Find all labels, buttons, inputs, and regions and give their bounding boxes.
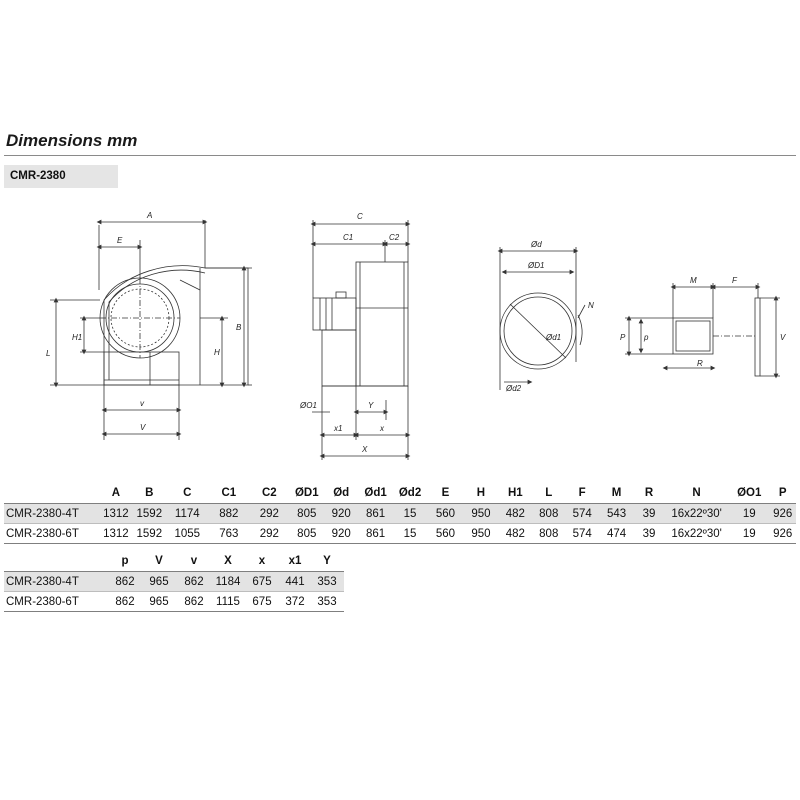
- table-cell: 292: [249, 504, 290, 524]
- dim-label-h: H: [214, 348, 220, 357]
- col-header: V: [155, 555, 163, 567]
- table-cell: 965: [142, 572, 176, 592]
- table-cell: 950: [464, 524, 498, 544]
- table-cell: 861: [358, 524, 392, 544]
- dim-label-x-large: X: [362, 445, 368, 454]
- table-cell: 292: [249, 524, 290, 544]
- table-cell: 543: [599, 504, 633, 524]
- table-cell: 926: [769, 524, 796, 544]
- col-header: p: [121, 555, 129, 567]
- table-cell: 574: [565, 524, 599, 544]
- col-header-model: [4, 551, 108, 572]
- dim-label-v-outlet: V: [780, 333, 786, 342]
- col-header: x1: [288, 555, 302, 567]
- table-cell-model: CMR-2380-6T: [4, 592, 108, 612]
- col-header: C1: [221, 487, 237, 499]
- col-header: v: [190, 555, 198, 567]
- table-cell: 862: [108, 592, 142, 612]
- table-cell: 808: [533, 504, 565, 524]
- col-header: M: [611, 487, 622, 499]
- col-header: X: [224, 555, 232, 567]
- dim-label-p-small: p: [644, 333, 649, 342]
- model-tab: CMR-2380: [4, 165, 118, 188]
- table-row: [4, 504, 796, 524]
- dim-label-l: L: [46, 349, 51, 358]
- col-header: L: [545, 487, 553, 499]
- table-cell: 15: [393, 504, 427, 524]
- table-cell: 474: [599, 524, 633, 544]
- dim-label-c: C: [357, 212, 363, 221]
- table-cell: 19: [729, 524, 770, 544]
- table-cell: 1312: [99, 504, 132, 524]
- dim-label-d1-upper: ØD1: [528, 261, 545, 270]
- dim-label-c2: C2: [389, 233, 400, 242]
- col-header: B: [145, 487, 154, 499]
- table-cell-model: CMR-2380-4T: [4, 504, 99, 524]
- table-cell: 882: [209, 504, 250, 524]
- dim-label-y: Y: [368, 401, 374, 410]
- dim-label-d2: Ød2: [506, 384, 522, 393]
- side-view: [312, 220, 408, 460]
- dim-label-a: A: [147, 211, 153, 220]
- table-cell: 16x22º30': [664, 504, 729, 524]
- dimensions-table-1: [4, 483, 796, 544]
- table-cell: 1174: [166, 504, 209, 524]
- col-header: ØO1: [737, 487, 762, 499]
- table-cell: 16x22º30': [664, 524, 729, 544]
- table-cell: 1115: [212, 592, 244, 612]
- dim-label-m: M: [690, 276, 697, 285]
- table-cell: 19: [729, 504, 770, 524]
- table-cell: 353: [310, 572, 344, 592]
- dim-label-v-small: v: [140, 399, 144, 408]
- table-cell: 1592: [133, 504, 166, 524]
- table-cell: 560: [427, 524, 463, 544]
- col-header-model: [4, 483, 99, 504]
- table-cell: 1055: [166, 524, 209, 544]
- table-cell: 763: [209, 524, 250, 544]
- table-cell: 353: [310, 592, 344, 612]
- table-cell: 920: [324, 504, 358, 524]
- table-header-row: [4, 483, 796, 504]
- table-cell: 808: [533, 524, 565, 544]
- dim-label-v-large: V: [140, 423, 146, 432]
- col-header: P: [778, 487, 787, 499]
- dim-label-x1: x1: [334, 424, 343, 433]
- table-cell: 441: [280, 572, 310, 592]
- table-cell: 39: [634, 524, 664, 544]
- dim-label-d: Ød: [531, 240, 542, 249]
- col-header: R: [644, 487, 654, 499]
- table-cell: 574: [565, 504, 599, 524]
- table-cell: 805: [290, 524, 324, 544]
- drawing-labels: [46, 211, 786, 454]
- table-cell: 1592: [133, 524, 166, 544]
- dim-label-e: E: [117, 236, 123, 245]
- table-cell: 560: [427, 504, 463, 524]
- table-cell: 862: [108, 572, 142, 592]
- dim-label-r: R: [697, 359, 703, 368]
- col-header: C: [183, 487, 192, 499]
- col-header: C2: [261, 487, 277, 499]
- dim-label-b: B: [236, 323, 242, 332]
- dim-label-f: F: [732, 276, 737, 285]
- col-header: F: [578, 487, 586, 499]
- col-header: N: [692, 487, 701, 499]
- dim-label-n: N: [588, 301, 594, 310]
- col-header: ØD1: [294, 487, 319, 499]
- table-header-row: [4, 551, 344, 572]
- table-cell: 1312: [99, 524, 132, 544]
- table-cell: 920: [324, 524, 358, 544]
- table-cell: 482: [498, 524, 532, 544]
- col-header: Ød: [333, 487, 350, 499]
- col-header: H1: [507, 487, 523, 499]
- dim-label-d1-lower: Ød1: [546, 333, 562, 342]
- dim-label-p-large: P: [620, 333, 626, 342]
- table-cell: 805: [290, 504, 324, 524]
- table-cell: 926: [769, 504, 796, 524]
- table-cell-model: CMR-2380-6T: [4, 524, 99, 544]
- table-cell: 862: [176, 572, 212, 592]
- table-cell: 372: [280, 592, 310, 612]
- dim-label-c1: C1: [343, 233, 354, 242]
- dim-label-x-small: x: [380, 424, 384, 433]
- col-header: Ød2: [398, 487, 422, 499]
- table-cell: 861: [358, 504, 392, 524]
- col-header: Ød1: [364, 487, 387, 499]
- table-cell: 675: [244, 572, 280, 592]
- table-cell-model: CMR-2380-4T: [4, 572, 108, 592]
- table-cell: 675: [244, 592, 280, 612]
- table-cell: 1184: [212, 572, 244, 592]
- table-cell: 862: [176, 592, 212, 612]
- table-row: [4, 524, 796, 544]
- col-header: A: [111, 487, 121, 499]
- front-view: [50, 220, 252, 440]
- table-row: [4, 592, 344, 612]
- table-cell: 965: [142, 592, 176, 612]
- page-title: Dimensions mm: [6, 131, 138, 150]
- table-cell: 950: [464, 504, 498, 524]
- table-cell: 15: [393, 524, 427, 544]
- dimensions-table-2: [4, 551, 344, 612]
- table-row: [4, 572, 344, 592]
- col-header: x: [258, 555, 266, 567]
- table-cell: 482: [498, 504, 532, 524]
- col-header: Y: [323, 555, 331, 567]
- col-header: E: [441, 487, 450, 499]
- table-cell: 39: [634, 504, 664, 524]
- col-header: H: [476, 487, 486, 499]
- dim-label-o1: ØO1: [300, 401, 317, 410]
- dim-label-h1: H1: [72, 333, 83, 342]
